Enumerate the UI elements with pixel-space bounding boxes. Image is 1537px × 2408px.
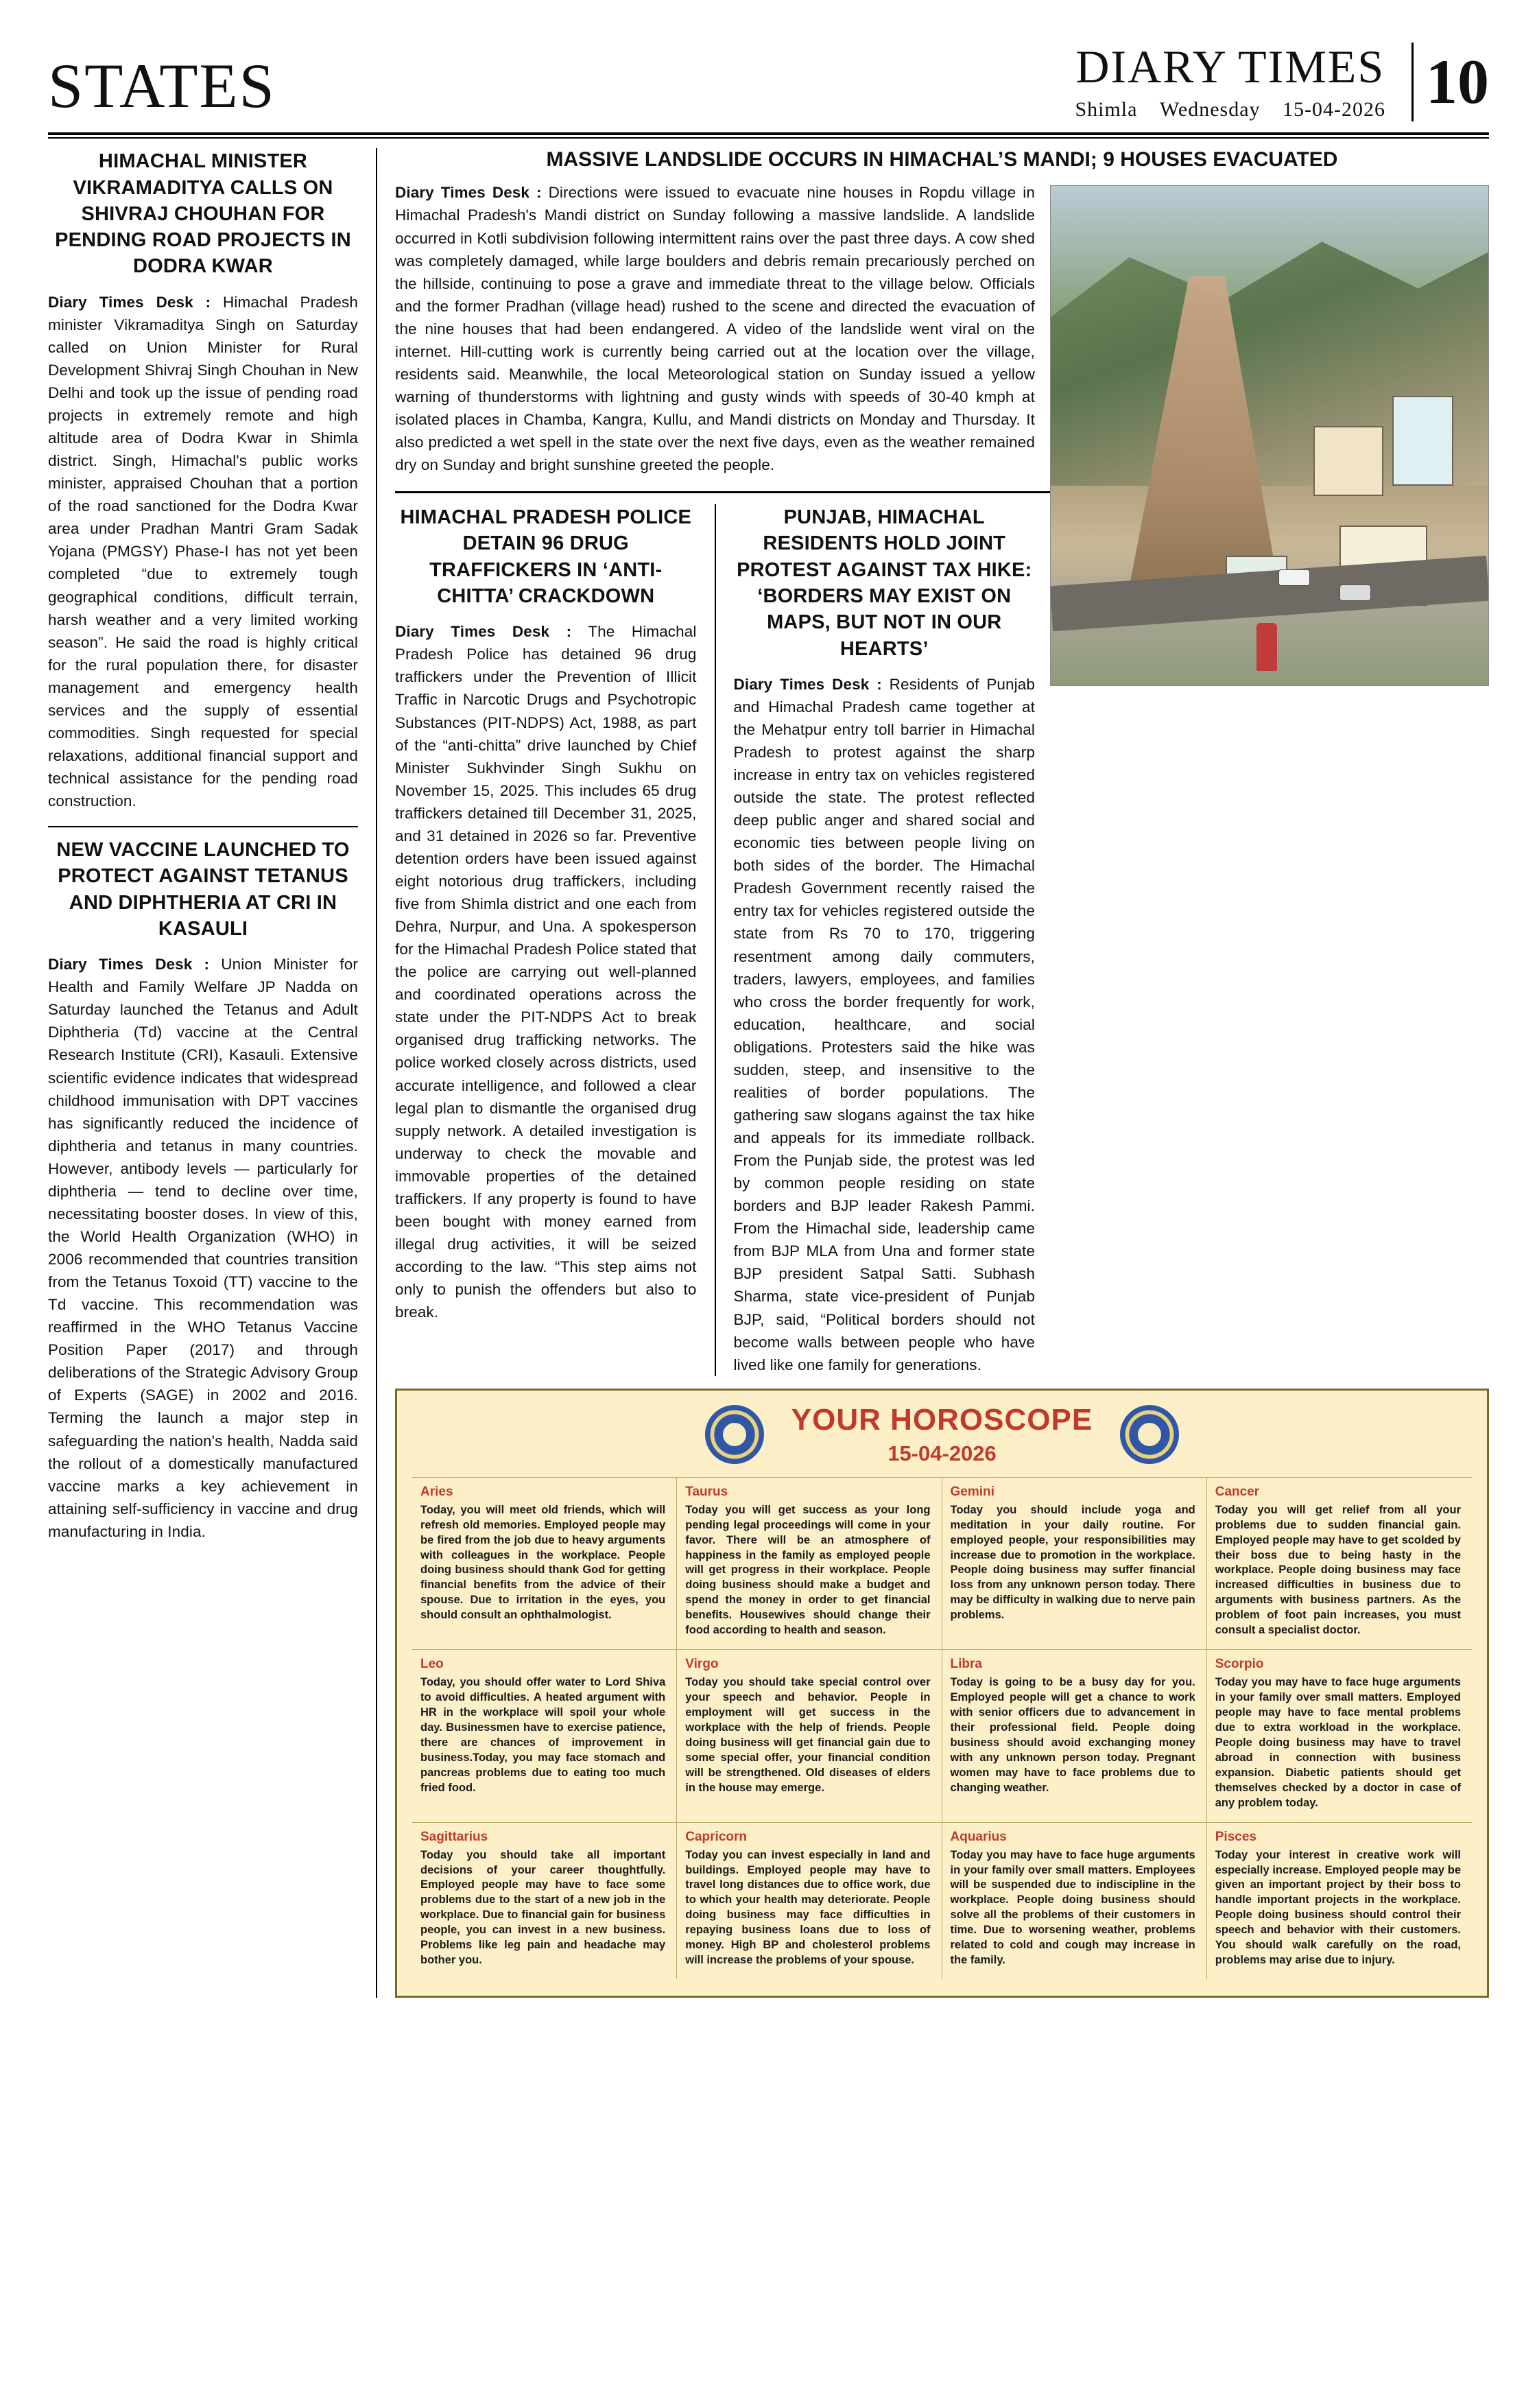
story-headline-protest: PUNJAB, HIMACHAL RESIDENTS HOLD JOINT PROTEST AGAINST TAX HIKE: ‘BORDERS MAY EXIST ON MAPS, BUT NOT IN OUR HEARTS’	[737, 506, 1032, 660]
horoscope-item	[412, 1822, 677, 1980]
story-headline-vaccine: NEW VACCINE LAUNCHED TO PROTECT AGAINST TETANUS AND DIPHTHERIA AT CRI IN KASAULI	[56, 839, 350, 940]
story-headline-landslide: MASSIVE LANDSLIDE OCCURS IN HIMACHAL’S MANDI; 9 HOUSES EVACUATED	[546, 148, 1338, 172]
story-text: Directions were issued to evacuate nine houses in Ropdu village in Himachal Pradesh's Mandi district on Sunday following a massive landslide. A landslide occurred in Kotli subdivision following intermittent rains over the past three days. A cow shed was completely damaged, while large boulders and debris remain precariously perched on the hillside, continuing to pose a grave and immediate threat to the village below. Officials and the former Pradhan (village head) rushed to the scene and directed the evacuation of the nine houses that had been endangered. A video of the landslide went viral on the internet. Hill-cutting work is currently being carried out at the location over the village, residents said. Meanwhile, the local Meteorological station on Sunday issued a yellow warning of thunderstorms with lightning and gusty winds with speeds of 30-40 kmph at isolated places in Chamba, Kangra, Kullu, and Mandi districts on Monday and Thursday. It also predicted a wet spell in the state over the next five days, even as the weather remained dry on Sunday and bright sunshine greeted the people.	[395, 184, 1036, 474]
page-number: 10	[1426, 47, 1489, 117]
story-body-minister	[48, 291, 358, 812]
story-protest	[716, 504, 1036, 1376]
landslide-photo	[1050, 185, 1489, 686]
page-title: STATES	[48, 51, 276, 121]
sign-name: Libra	[950, 1657, 982, 1672]
sign-text: Today your interest in creative work will especially increase. Employed people may be given an important project by their boss to handle important projects in the workplace. People doing business should control their speech and behavior with their customers. You should walk carefully on the road, problems may arise due to injury.	[1215, 1848, 1461, 1967]
sign-name: Leo	[420, 1657, 444, 1672]
story-body-police	[395, 620, 697, 1323]
dateline-date: 15-04-2026	[1283, 98, 1385, 121]
sign-name: Aquarius	[950, 1829, 1007, 1844]
sign-text: Today is going to be a busy day for you. Employed people will get a chance to work with senior officers due to advancement in their professional field. People doing business should avoid exchanging money with any unknown person today. Pregnant women may have to face problems due to changing weather.	[950, 1676, 1195, 1794]
left-column	[48, 148, 377, 1998]
horoscope-grid	[412, 1477, 1472, 1979]
story-headline-minister: HIMACHAL MINISTER VIKRAMADITYA CALLS ON SHIVRAJ CHOUHAN FOR PENDING ROAD PROJECTS IN DODRA KWAR	[55, 150, 351, 278]
paper-dateline	[1067, 98, 1394, 121]
sign-name: Aries	[420, 1484, 453, 1499]
sign-name: Sagittarius	[420, 1829, 488, 1844]
sign-text: Today you should take special control over your speech and behavior. People in employment will get success in the workplace with the help of friends. People doing business will get financial gain due to some special offer, your financial condition will be strengthened. Old diseases of elders in the house may emerge.	[685, 1676, 931, 1794]
paper-names	[1067, 40, 1411, 121]
masthead-rule	[48, 132, 1489, 135]
desk-label: Diary Times Desk :	[395, 184, 542, 202]
story-text: Union Minister for Health and Family Welfare JP Nadda on Saturday launched the Tetanus and Adult Diphtheria (Td) vaccine at the Central Research Institute (CRI), Kasauli. Extensive scientific evidence indicates that widespread childhood immunisation with DPT vaccines has significantly reduced the incidence of diphtheria and tetanus in many countries. However, antibody levels — particularly for diphtheria — tend to decline over time, necessitating booster doses. In view of this, the World Health Organization (WHO) in 2006 recommended that countries transition from the Tetanus Toxoid (TT) vaccine to the Td vaccine. This recommendation was reaffirmed in the WHO Tetanus Vaccine Position Paper (2017) and through deliberations of the Strategic Advisory Group of Experts (SAGE) in 2002 and 2016. Terming the launch a major step in safeguarding the nation's health, Nadda said the rollout of a domestically manufactured vaccine marks a key achievement in attaining self-sufficiency in vaccine and drug manufacturing in India.	[48, 956, 358, 1540]
horoscope-item	[677, 1477, 942, 1649]
zodiac-wheel-icon	[705, 1405, 764, 1464]
sign-name: Scorpio	[1215, 1657, 1264, 1672]
story-police	[395, 504, 716, 1376]
masthead-rule-thin	[48, 137, 1489, 139]
desk-label: Diary Times Desk :	[48, 956, 210, 973]
dateline-day: Wednesday	[1159, 98, 1261, 121]
horoscope-date: 15-04-2026	[887, 1441, 997, 1465]
dateline-city: Shimla	[1075, 98, 1138, 121]
desk-label: Diary Times Desk :	[395, 623, 572, 641]
horoscope-titles	[791, 1403, 1093, 1466]
horoscope-title: YOUR HOROSCOPE	[791, 1402, 1093, 1437]
sign-name: Gemini	[950, 1484, 994, 1499]
story-body-protest	[734, 673, 1036, 1376]
sign-name: Taurus	[685, 1484, 728, 1499]
horoscope-item	[412, 1649, 677, 1821]
horoscope-item	[677, 1649, 942, 1821]
horoscope-item	[942, 1822, 1207, 1980]
page-number-box	[1411, 43, 1489, 121]
horoscope-item	[1207, 1822, 1472, 1980]
paper-identity	[1067, 40, 1489, 121]
right-column	[377, 148, 1489, 1998]
horoscope-item	[942, 1649, 1207, 1821]
sign-text: Today, you will meet old friends, which will refresh old memories. Employed people may be fired from the job due to heavy arguments with colleagues in the workplace. People doing business should thank God for getting financial benefits from the advice of their spouse. Due to irritation in the eyes, you should consult an ophthalmologist.	[420, 1503, 666, 1622]
sign-name: Capricorn	[685, 1829, 747, 1844]
sign-text: Today you may have to face huge arguments in your family over small matters. Employed people may have to face mental problems due to extra workload in the workplace. People doing business may have to travel abroad in connection with business expansion. Diabetic patients should get themselves checked by a doctor in case of any problem today.	[1215, 1676, 1461, 1809]
story-text: The Himachal Pradesh Police has detained 96 drug traffickers under the Prevention of Illicit Traffic in Narcotic Drugs and Psychotropic Substances (PIT-NDPS) Act, 1988, as part of the “anti-chitta” drive launched by Chief Minister Sukhvinder Singh Sukhu on November 15, 2025. This includes 65 drug traffickers detained till December 31, 2025, and 31 detained in 2026 so far. Preventive detention orders have been issued against eight notorious drug traffickers, including five from Shimla district and one each from Dehra, Nurpur, and Una. A spokesperson for the Himachal Pradesh Police stated that the police are carrying out well-planned and coordinated operations across the state under the PIT-NDPS Act to break organised drug trafficking networks. The police worked closely across districts, used accurate intelligence, and followed a clear legal plan to dismantle the organised drug supply network. A detailed investigation is underway to check the movable and immovable properties of the detained traffickers. If any property is found to have been bought with money earned from illegal drug activities, it will be seized according to the law. “This step aims not only to punish the offenders but also to break.	[395, 623, 697, 1321]
horoscope-item	[942, 1477, 1207, 1649]
divider	[48, 826, 358, 827]
story-text: Residents of Punjab and Himachal Pradesh came together at the Mehatpur entry toll barrier in Himachal Pradesh to protest against the sharp increase in entry tax on vehicles registered outside the state. The protest reflected deep public anger and shared social and economic ties between people living on both sides of the border. The Himachal Pradesh Government recently raised the entry tax for vehicles registered outside the state from Rs 70 to 170, triggering resentment among daily commuters, traders, lawyers, employees, and families who cross the border frequently for work, education, healthcare, and social obligations. Protesters said the hike was sudden, steep, and insensitive to the realities of border populations. The gathering saw slogans against the tax hike and appeals for its immediate rollback. From the Punjab side, the protest was led by common people residing on state borders and BJP leader Rakesh Pammi. From the Himachal side, leadership came from BJP MLA from Una and former state BJP president Satpal Satti. Subhash Sharma, state vice-president of Punjab BJP, said, “Political borders should not become walls between people who have lived like one family for generations.	[733, 675, 1035, 1373]
desk-label: Diary Times Desk :	[48, 293, 211, 311]
desk-label: Diary Times Desk :	[733, 675, 882, 693]
story-headline-police: HIMACHAL PRADESH POLICE DETAIN 96 DRUG TRAFFICKERS IN ‘ANTI-CHITTA’ CRACKDOWN	[400, 506, 692, 607]
sign-name: Pisces	[1215, 1829, 1256, 1844]
sign-name: Virgo	[685, 1657, 719, 1672]
horoscope-item	[1207, 1649, 1472, 1821]
content-grid	[48, 148, 1489, 1998]
story-landslide	[395, 148, 1489, 476]
sign-text: Today you should include yoga and meditation in your daily routine. For employed people, your responsibilities may increase due to promotion in the workplace. People doing business may suffer financial loss from any unknown person today. There may be difficulty in walking due to nerve pain problems.	[950, 1503, 1195, 1622]
masthead	[48, 40, 1489, 128]
horoscope-item	[1207, 1477, 1472, 1649]
horoscope-box	[395, 1389, 1489, 1998]
horoscope-item	[677, 1822, 942, 1980]
lower-stories	[395, 504, 1035, 1376]
sign-name: Cancer	[1215, 1484, 1260, 1499]
sign-text: Today you will get success as your long pending legal proceedings will come in your favor. There will be an atmosphere of happiness in the family as employed people will get progress in their workplace. People doing business should make a budget and spend the money in order to get financial benefits. Housewives should change their food according to health and season.	[685, 1503, 931, 1637]
paper-title: DIARY TIMES	[1075, 40, 1385, 93]
story-body-vaccine	[48, 953, 358, 1543]
zodiac-wheel-icon	[1120, 1405, 1179, 1464]
sign-text: Today you should take all important decisions of your career thoughtfully. Employed people may have to face some problems due to the start of a new job in the workplace. Due to financial gain for business people, you can invest in a new business. Problems like leg pain and headache may bother you.	[420, 1848, 666, 1967]
horoscope-item	[412, 1477, 677, 1649]
story-text: Himachal Pradesh minister Vikramaditya Singh on Saturday called on Union Minister for Rural Development Shivraj Singh Chouhan in New Delhi and took up the issue of pending road projects in extremely remote and high altitude area of Dodra Kwar in Shimla district. Singh, Himachal's public works minister, appraised Chouhan that a portion of the road sanctioned for the Dodra Kwar area under Pradhan Mantri Gram Sadak Yojana (PMGSY) Phase-I has not yet been completed “due to extremely tough geographical conditions, difficult terrain, harsh weather and a very limited working season”. He said the road is highly critical for the rural population there, for disaster management and emergency health services and the supply of essential commodities. Singh requested for special relaxations, additional financial support and technical assistance for the pending road construction.	[48, 293, 358, 810]
horoscope-header	[412, 1403, 1472, 1466]
sign-text: Today, you should offer water to Lord Shiva to avoid difficulties. A heated argument with HR in the workplace will spoil your whole day. Businessmen have to exercise patience, there are chances of improvement in business.Today, you may face stomach and pancreas problems due to eating too much fried food.	[420, 1676, 666, 1794]
sign-text: Today you may have to face huge arguments in your family over small matters. Employees will be suspended due to indiscipline in the workplace. People doing business should solve all the problems of their customers in time. Due to worsening weather, problems related to cold and cough may increase in the family.	[950, 1848, 1195, 1967]
sign-text: Today you will get relief from all your problems due to sudden financial gain. Employed people may have to get scolded by their boss due to being hasty in the workplace. People doing business may face increased difficulties in business due to arguments with business partners. As the problem of foot pain increases, you must consult a specialist doctor.	[1215, 1503, 1461, 1637]
sign-text: Today you can invest especially in land and buildings. Employed people may have to travel long distances due to office work, due to which your health may deteriorate. People doing business may face difficulties in repaying business loans due to loss of money. High BP and cholesterol problems will increase the problems of your spouse.	[685, 1848, 931, 1967]
